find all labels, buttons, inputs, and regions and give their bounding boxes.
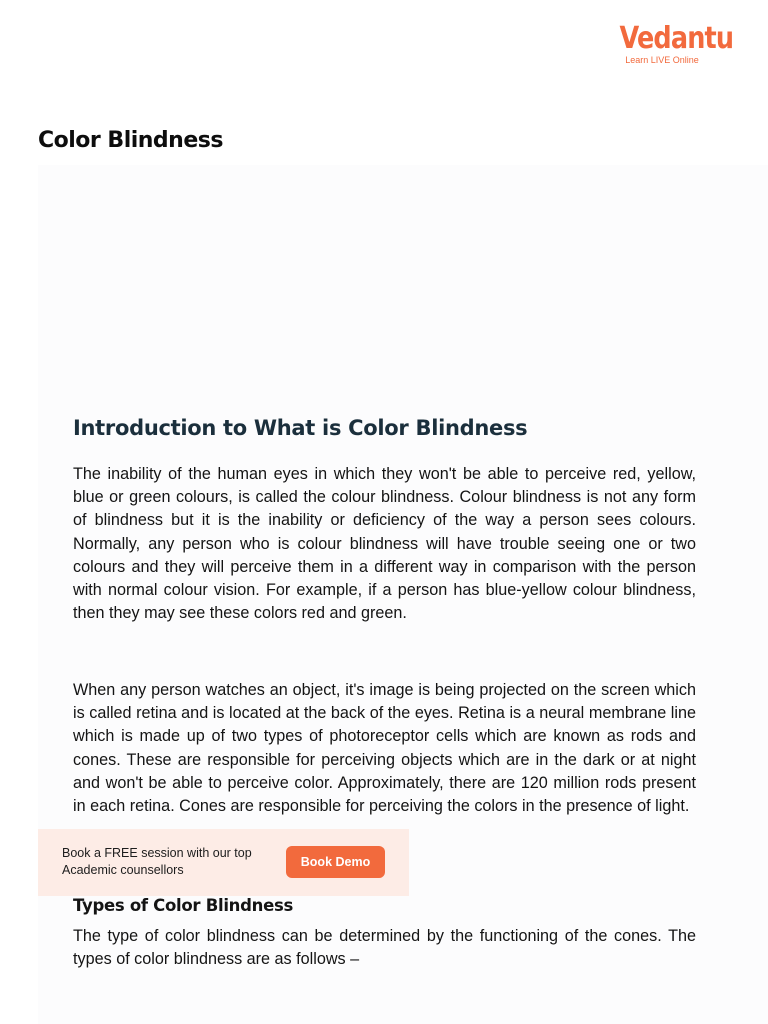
retina-paragraph: When any person watches an object, it's image is being projected on the screen which is called retina and is located at the back of the eyes. Retina is a neural membrane line which is made up of two types of photoreceptor cells which are known as rods and cones. These are responsible for perceiving objects which are in the dark or at night and won't be able to perceive color. Approximately, there are 120 million rods present in each retina. Cones are responsible for perceiving the colors in the presence of light.: [73, 681, 696, 816]
section-heading: Introduction to What is Color Blindness: [73, 416, 528, 440]
intro-paragraph: The inability of the human eyes in which they won't be able to perceive red, yellow, blue or green colours, is called the colour blindness. Colour blindness is not any form of blindness but it is the inability or deficiency of the way a person sees colours. Normally, any person who is colour blindness will have trouble seeing one or two colours and they will perceive them in a different way in comparison with the person with normal colour vision. For example, if a person has blue-yellow colour blindness, then they may see these colors red and green.: [73, 465, 696, 623]
book-demo-button[interactable]: Book Demo: [286, 846, 385, 878]
logo-tagline: Learn LIVE Online: [625, 55, 699, 65]
types-paragraph: The type of color blindness can be determined by the functioning of the cones. The types of color blindness are as follows –: [73, 927, 696, 969]
page-title: Color Blindness: [38, 128, 223, 153]
types-subheading: Types of Color Blindness: [73, 896, 294, 915]
vedantu-logo[interactable]: [612, 21, 734, 65]
banner-text: Book a FREE session with our top Academic counsellors: [62, 846, 252, 877]
free-session-banner: [38, 829, 409, 896]
logo-wordmark: Vedantu: [619, 21, 734, 56]
